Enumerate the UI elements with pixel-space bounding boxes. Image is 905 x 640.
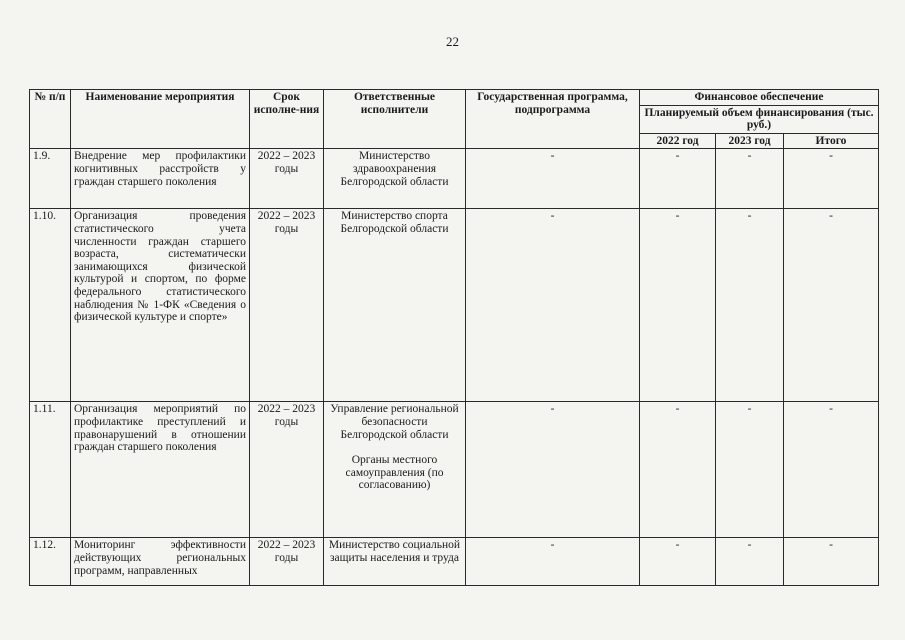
activity-term: 2022 – 2023 годы xyxy=(250,402,324,538)
header-planned: Планируемый объем финансирования (тыс. руб.) xyxy=(640,105,879,133)
activities-table xyxy=(29,89,879,586)
executor: Министерство социальной защиты населения и труда xyxy=(328,539,461,564)
activity-term: 2022 – 2023 годы xyxy=(250,149,324,209)
activity-name: Организация проведения статистического учета численности граждан старшего возраста, систематически занимающихся физической культурой и спортом, по форме федерального статистического наблюдения № 1-ФК «Сведения о физической культуре и спорте» xyxy=(71,209,250,402)
activity-program: - xyxy=(466,149,640,209)
table-row xyxy=(30,149,879,209)
activity-program: - xyxy=(466,538,640,586)
row-number: 1.12. xyxy=(30,538,71,586)
executor: Органы местного самоуправления (по согласованию) xyxy=(345,454,444,492)
finance-total: - xyxy=(784,149,879,209)
header-total: Итого xyxy=(784,133,879,149)
activity-executors xyxy=(324,538,466,586)
activity-name: Организация мероприятий по профилактике преступлений и правонарушений в отношении граждан старшего поколения xyxy=(71,402,250,538)
activity-program: - xyxy=(466,402,640,538)
finance-2023: - xyxy=(716,402,784,538)
executor: Управление региональной безопасности Белгородской области xyxy=(330,403,459,441)
header-executors: Ответственные исполнители xyxy=(324,90,466,149)
finance-2022: - xyxy=(640,149,716,209)
activity-program: - xyxy=(466,209,640,402)
activity-executors xyxy=(324,209,466,402)
finance-2023: - xyxy=(716,209,784,402)
page-number: 22 xyxy=(446,34,459,49)
header-term: Срок исполне-ния xyxy=(250,90,324,149)
table-row xyxy=(30,402,879,538)
activity-term: 2022 – 2023 годы xyxy=(250,209,324,402)
activity-executors xyxy=(324,149,466,209)
activity-executors xyxy=(324,402,466,538)
header-2022: 2022 год xyxy=(640,133,716,149)
header-num: № п/п xyxy=(30,90,71,149)
activity-name: Внедрение мер профилактики когнитивных расстройств у граждан старшего поколения xyxy=(71,149,250,209)
finance-2023: - xyxy=(716,538,784,586)
header-name: Наименование мероприятия xyxy=(71,90,250,149)
finance-total: - xyxy=(784,538,879,586)
executor: Министерство здравоохранения Белгородской области xyxy=(340,150,449,188)
executor: Министерство спорта Белгородской области xyxy=(340,210,449,235)
header-program: Государственная программа, подпрограмма xyxy=(466,90,640,149)
header-2023: 2023 год xyxy=(716,133,784,149)
finance-total: - xyxy=(784,402,879,538)
table-row xyxy=(30,209,879,402)
finance-2023: - xyxy=(716,149,784,209)
table-row xyxy=(30,538,879,586)
row-number: 1.9. xyxy=(30,149,71,209)
header-finance: Финансовое обеспечение xyxy=(640,90,879,106)
row-number: 1.10. xyxy=(30,209,71,402)
activity-name: Мониторинг эффективности действующих региональных программ, направленных xyxy=(71,538,250,586)
finance-2022: - xyxy=(640,538,716,586)
finance-2022: - xyxy=(640,402,716,538)
row-number: 1.11. xyxy=(30,402,71,538)
finance-2022: - xyxy=(640,209,716,402)
activity-term: 2022 – 2023 годы xyxy=(250,538,324,586)
finance-total: - xyxy=(784,209,879,402)
